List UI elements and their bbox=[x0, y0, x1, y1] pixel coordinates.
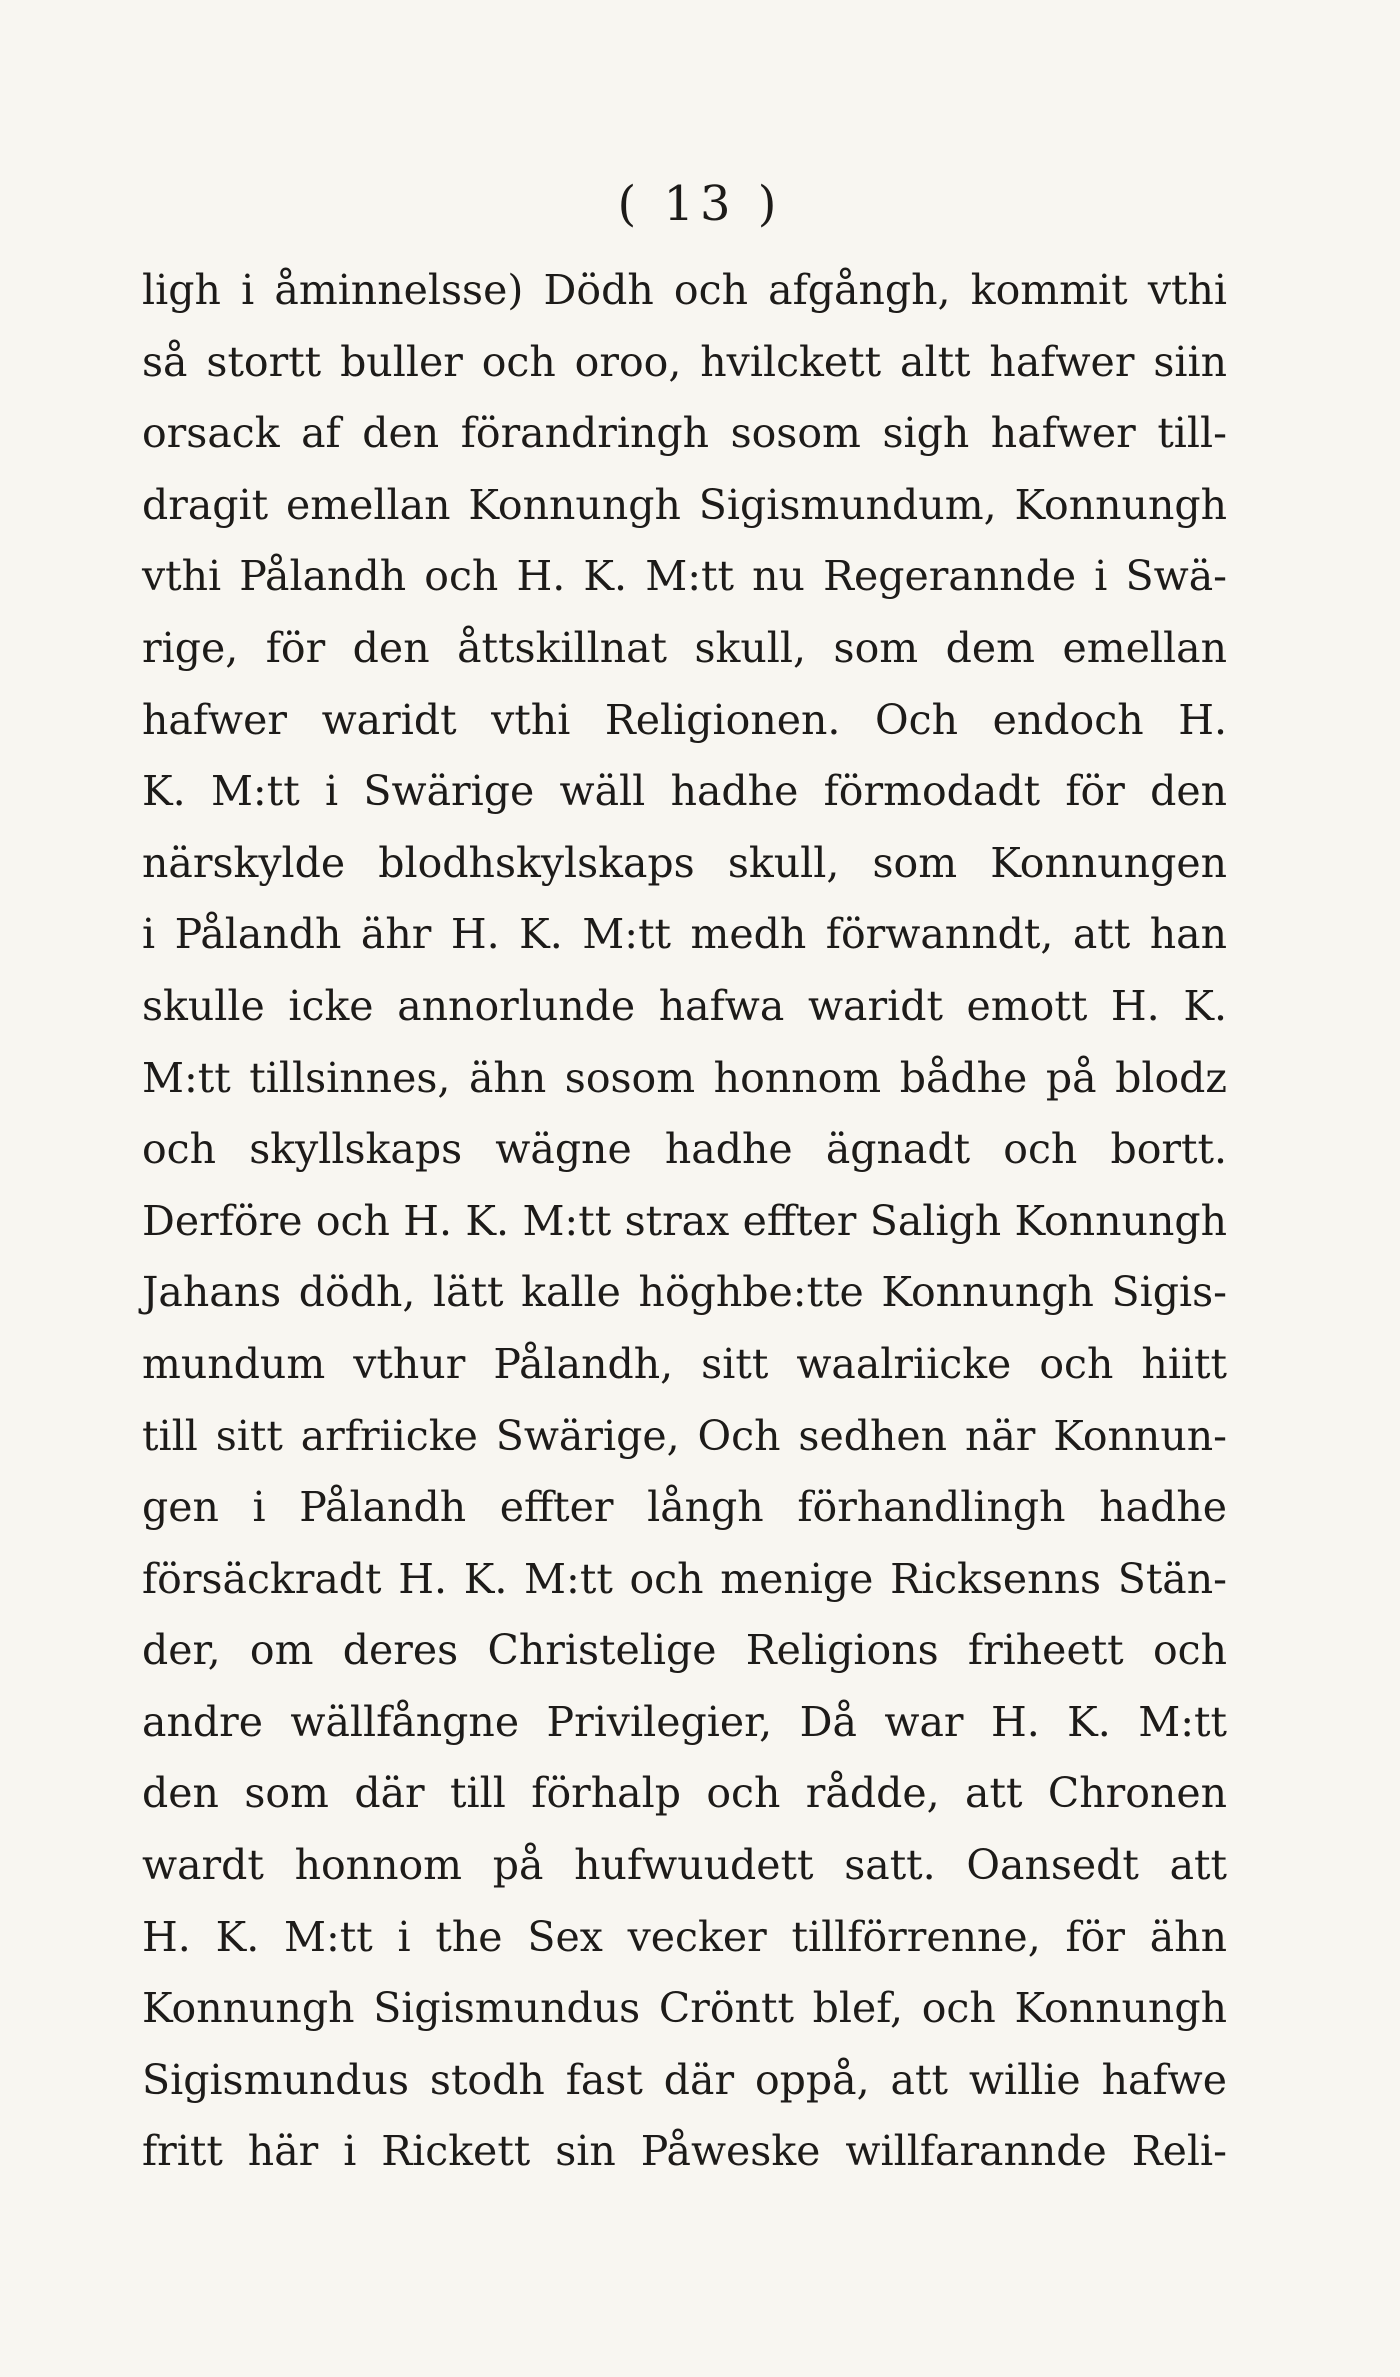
text-line: ligh i åminnelsse) Dödh och afgångh, kommit vthi bbox=[142, 266, 1227, 314]
text-line: försäckradt H. K. M:tt och menige Ricksenns Stän- bbox=[142, 1554, 1227, 1603]
text-line: vthi Pålandh och H. K. M:tt nu Regerannde i Swä- bbox=[142, 552, 1227, 601]
text-line: rige, för den åttskillnat skull, som dem emellan bbox=[142, 623, 1227, 672]
text-line: gen i Pålandh effter långh förhandlingh hadhe bbox=[142, 1483, 1227, 1532]
text-line: och skyllskaps wägne hadhe ägnadt och bortt. bbox=[142, 1125, 1227, 1174]
text-line: så stortt buller och oroo, hvilckett altt hafwer siin bbox=[142, 337, 1227, 386]
text-line: fritt här i Rickett sin Påweske willfarannde Reli- bbox=[142, 2127, 1227, 2176]
text-line: skulle icke annorlunde hafwa waridt emott H. K. bbox=[142, 981, 1227, 1030]
text-line: till sitt arfriicke Swärige, Och sedhen när Konnun- bbox=[142, 1411, 1227, 1460]
text-line: wardt honnom på hufwuudett satt. Oansedt att bbox=[142, 1841, 1227, 1890]
text-line: andre wällfångne Privilegier, Då war H. K. M:tt bbox=[142, 1697, 1227, 1746]
text-line: närskylde blodhskylskaps skull, som Konnungen bbox=[142, 838, 1227, 887]
text-line: orsack af den förandringh sosom sigh hafwer till- bbox=[142, 409, 1227, 458]
text-line: dragit emellan Konnungh Sigismundum, Konnungh bbox=[142, 480, 1227, 529]
text-line: Konnungh Sigismundus Cröntt blef, och Konnungh bbox=[142, 1984, 1227, 2033]
text-line: den som där till förhalp och rådde, att Chronen bbox=[142, 1769, 1227, 1818]
body-text bbox=[142, 255, 1227, 2188]
text-line: H. K. M:tt i the Sex vecker tillförrenne, för ähn bbox=[142, 1912, 1227, 1961]
text-line: Sigismundus stodh fast där oppå, att willie hafwe bbox=[142, 2055, 1227, 2104]
text-line: K. M:tt i Swärige wäll hadhe förmodadt för den bbox=[142, 767, 1227, 816]
page-number: ( 13 ) bbox=[617, 176, 783, 232]
text-line: i Pålandh ähr H. K. M:tt medh förwanndt, att han bbox=[142, 910, 1227, 959]
text-line: mundum vthur Pålandh, sitt waalriicke och hiitt bbox=[142, 1339, 1227, 1388]
text-line: der, om deres Christelige Religions friheett och bbox=[142, 1626, 1227, 1675]
text-line: hafwer waridt vthi Religionen. Och endoch H. bbox=[142, 695, 1227, 744]
text-line: M:tt tillsinnes, ähn sosom honnom bådhe på blodz bbox=[142, 1053, 1227, 1102]
text-line: Jahans dödh, lätt kalle höghbe:tte Konnungh Sigis- bbox=[142, 1268, 1227, 1317]
text-line: Derföre och H. K. M:tt strax effter Saligh Konnungh bbox=[142, 1196, 1227, 1245]
